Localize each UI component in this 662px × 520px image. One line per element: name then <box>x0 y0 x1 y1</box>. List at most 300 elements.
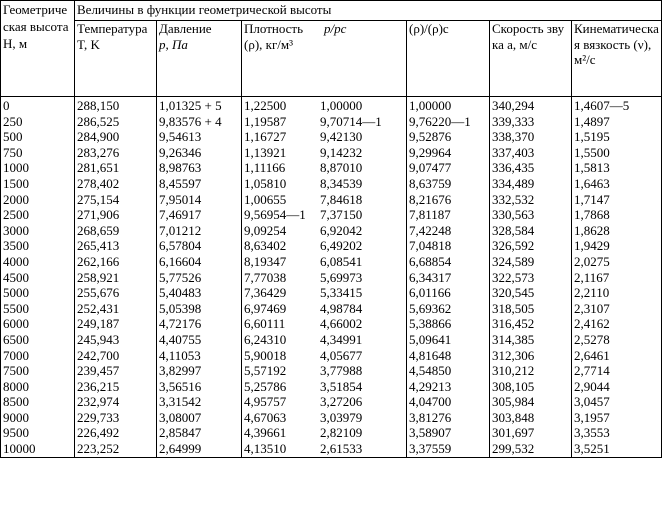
table-cell <box>75 332 157 348</box>
temperature-cell: 288,150 <box>77 98 120 113</box>
table-cell <box>157 254 242 270</box>
table-cell <box>407 425 490 441</box>
density-cell: 5,25786 <box>244 378 287 394</box>
table-cell <box>157 285 242 301</box>
rho-ratio-cell: 6,68854 <box>409 253 452 269</box>
table-row <box>1 160 662 176</box>
table-row <box>1 114 662 130</box>
table-cell <box>490 363 572 379</box>
sound-speed-cell: 340,294 <box>492 98 535 113</box>
table-cell <box>75 160 157 176</box>
density-cell: 6,24310 <box>244 331 287 347</box>
table-cell <box>242 97 407 114</box>
rho-ratio-cell: 4,04700 <box>409 394 452 410</box>
density-ratio-cell: 4,98784 <box>320 300 363 316</box>
height-cell: 7000 <box>3 347 29 363</box>
viscosity-cell: 1,6463 <box>574 175 610 191</box>
viscosity-cell: 1,9429 <box>574 238 610 254</box>
table-cell <box>242 145 407 161</box>
density-ratio-cell: 7,37150 <box>320 207 363 223</box>
table-cell <box>242 160 407 176</box>
rho-ratio-cell: 3,81276 <box>409 409 452 425</box>
table-cell <box>572 160 662 176</box>
pressure-cell: 3,08007 <box>159 409 202 425</box>
viscosity-cell: 1,8628 <box>574 222 610 238</box>
table-cell <box>157 425 242 441</box>
table-cell <box>490 114 572 130</box>
temperature-cell: 255,676 <box>77 285 120 301</box>
density-ratio-cell: 2,82109 <box>320 425 363 441</box>
table-cell <box>157 176 242 192</box>
table-cell <box>1 223 75 239</box>
table-cell <box>572 254 662 270</box>
density-cell: 4,13510 <box>244 441 287 457</box>
height-cell: 6500 <box>3 331 29 347</box>
table-cell <box>242 223 407 239</box>
table-cell <box>572 316 662 332</box>
table-cell <box>490 254 572 270</box>
table-cell <box>157 301 242 317</box>
table-cell <box>1 129 75 145</box>
table-cell <box>75 301 157 317</box>
temperature-header: Температура T, K <box>75 21 157 97</box>
temperature-cell: 223,252 <box>77 441 120 457</box>
table-cell <box>407 160 490 176</box>
table-row <box>1 192 662 208</box>
table-cell <box>1 160 75 176</box>
density-ratio-cell: 6,92042 <box>320 222 363 238</box>
pressure-cell: 4,11053 <box>159 347 201 363</box>
pressure-cell: 7,01212 <box>159 222 202 238</box>
pressure-cell: 9,54613 <box>159 129 202 145</box>
rho-ratio-cell: 7,04818 <box>409 238 452 254</box>
height-cell: 250 <box>3 113 23 129</box>
table-cell <box>407 129 490 145</box>
density-ratio-cell: 9,42130 <box>320 129 363 145</box>
table-cell <box>572 270 662 286</box>
sound-speed-cell: 322,573 <box>492 269 535 285</box>
temperature-cell: 249,187 <box>77 316 120 332</box>
temperature-cell: 275,154 <box>77 191 120 207</box>
sound-speed-cell: 320,545 <box>492 285 535 301</box>
density-cell: 5,57192 <box>244 363 287 379</box>
table-cell <box>407 114 490 130</box>
viscosity-cell: 1,7147 <box>574 191 610 207</box>
height-cell: 9000 <box>3 409 29 425</box>
sound-speed-cell: 326,592 <box>492 238 535 254</box>
table-cell <box>407 394 490 410</box>
table-cell <box>572 97 662 114</box>
viscosity-cell: 1,5500 <box>574 144 610 160</box>
table-row <box>1 316 662 332</box>
viscosity-cell: 1,5195 <box>574 129 610 145</box>
table-cell <box>242 129 407 145</box>
rho-ratio-cell: 4,54850 <box>409 363 452 379</box>
pressure-cell: 5,77526 <box>159 269 202 285</box>
table-cell <box>75 441 157 457</box>
rho-ratio-cell: 7,81187 <box>409 207 451 223</box>
table-cell <box>407 270 490 286</box>
temperature-cell: 242,700 <box>77 347 120 363</box>
temperature-cell: 245,943 <box>77 331 120 347</box>
table-cell <box>572 394 662 410</box>
sound-speed-cell: 338,370 <box>492 129 535 145</box>
table-cell <box>572 363 662 379</box>
table-cell <box>1 363 75 379</box>
density-ratio-cell: 3,77988 <box>320 363 363 379</box>
density-cell: 1,05810 <box>244 175 287 191</box>
table-cell <box>407 301 490 317</box>
table-cell <box>1 238 75 254</box>
pressure-cell: 8,98763 <box>159 160 202 176</box>
pressure-cell: 3,82997 <box>159 363 202 379</box>
table-cell <box>490 348 572 364</box>
table-cell <box>75 223 157 239</box>
density-ratio-cell: 6,49202 <box>320 238 363 254</box>
sound-speed-cell: 336,435 <box>492 160 535 176</box>
density-ratio-header: p/pc <box>324 21 347 36</box>
table-cell <box>157 129 242 145</box>
height-cell: 7500 <box>3 363 29 379</box>
table-cell <box>490 425 572 441</box>
density-ratio-cell: 4,66002 <box>320 316 363 332</box>
table-cell <box>407 145 490 161</box>
rho-ratio-cell: 9,52876 <box>409 129 452 145</box>
table-row <box>1 254 662 270</box>
density-cell: 7,36429 <box>244 285 287 301</box>
table-row <box>1 363 662 379</box>
density-cell: 6,60111 <box>244 316 286 332</box>
table-cell <box>157 238 242 254</box>
table-cell <box>157 363 242 379</box>
pressure-cell: 9,26346 <box>159 144 202 160</box>
density-ratio-cell: 3,51854 <box>320 378 363 394</box>
viscosity-cell: 2,2110 <box>574 285 610 301</box>
table-cell <box>1 207 75 223</box>
table-cell <box>75 285 157 301</box>
rho-ratio-cell: 7,42248 <box>409 222 452 238</box>
table-cell <box>572 238 662 254</box>
sound-speed-cell: 324,589 <box>492 253 535 269</box>
density-cell: 4,39661 <box>244 425 287 441</box>
temperature-cell: 281,651 <box>77 160 120 176</box>
pressure-cell: 5,05398 <box>159 300 202 316</box>
table-cell <box>242 441 407 457</box>
table-cell <box>407 379 490 395</box>
table-row <box>1 129 662 145</box>
table-row <box>1 394 662 410</box>
table-cell <box>157 207 242 223</box>
table-cell <box>572 285 662 301</box>
table-row <box>1 332 662 348</box>
height-cell: 3000 <box>3 222 29 238</box>
density-cell: 4,67063 <box>244 409 287 425</box>
viscosity-cell: 1,7868 <box>574 207 610 223</box>
table-cell <box>75 192 157 208</box>
density-cell: 6,97469 <box>244 300 287 316</box>
pressure-cell: 6,57804 <box>159 238 202 254</box>
table-row <box>1 348 662 364</box>
viscosity-cell: 3,5251 <box>574 441 610 457</box>
density-cell: 1,22500 <box>244 98 287 113</box>
table-cell <box>1 145 75 161</box>
height-cell: 500 <box>3 129 23 145</box>
table-cell <box>242 192 407 208</box>
temperature-cell: 268,659 <box>77 222 120 238</box>
temperature-cell: 286,525 <box>77 113 120 129</box>
table-cell <box>242 332 407 348</box>
table-cell <box>242 176 407 192</box>
sound-speed-cell: 312,306 <box>492 347 535 363</box>
table-cell <box>157 192 242 208</box>
table-cell <box>490 207 572 223</box>
height-cell: 750 <box>3 144 23 160</box>
viscosity-cell: 1,5813 <box>574 160 610 176</box>
table-cell <box>1 254 75 270</box>
viscosity-header: Кинематическая вязкость (ν), м²/с <box>572 21 662 97</box>
table-cell <box>1 394 75 410</box>
viscosity-cell: 3,0457 <box>574 394 610 410</box>
table-cell <box>572 145 662 161</box>
table-cell <box>490 145 572 161</box>
height-cell: 3500 <box>3 238 29 254</box>
rho-ratio-cell: 9,29964 <box>409 144 452 160</box>
table-cell <box>407 176 490 192</box>
viscosity-cell: 1,4607—5 <box>574 98 630 113</box>
table-cell <box>407 441 490 457</box>
table-cell <box>75 379 157 395</box>
sound-speed-cell: 334,489 <box>492 175 535 191</box>
density-header <box>242 21 407 97</box>
table-cell <box>75 97 157 114</box>
table-cell <box>75 254 157 270</box>
table-cell <box>572 223 662 239</box>
table-cell <box>1 176 75 192</box>
density-ratio-cell: 3,03979 <box>320 409 363 425</box>
height-cell: 5500 <box>3 300 29 316</box>
table-cell <box>407 207 490 223</box>
table-cell <box>572 114 662 130</box>
pressure-header <box>157 21 242 97</box>
group-title: Величины в функции геометрической высоты <box>75 1 662 21</box>
table-cell <box>242 410 407 426</box>
table-cell <box>490 332 572 348</box>
pressure-cell: 7,46917 <box>159 207 202 223</box>
table-row <box>1 285 662 301</box>
rho-ratio-cell: 3,37559 <box>409 441 452 457</box>
table-cell <box>75 394 157 410</box>
table-cell <box>407 348 490 364</box>
density-cell: 1,13921 <box>244 144 287 160</box>
table-cell <box>490 270 572 286</box>
table-cell <box>407 238 490 254</box>
table-cell <box>572 332 662 348</box>
height-cell: 4500 <box>3 269 29 285</box>
viscosity-cell: 3,1957 <box>574 409 610 425</box>
table-cell <box>242 114 407 130</box>
density-cell: 8,63402 <box>244 238 287 254</box>
table-cell <box>157 410 242 426</box>
pressure-cell: 4,40755 <box>159 331 202 347</box>
table-cell <box>490 160 572 176</box>
table-cell <box>572 410 662 426</box>
rho-ratio-cell: 5,09641 <box>409 331 452 347</box>
table-cell <box>242 207 407 223</box>
density-ratio-cell: 5,33415 <box>320 285 363 301</box>
temperature-cell: 265,413 <box>77 238 120 254</box>
viscosity-cell: 1,4897 <box>574 113 610 129</box>
viscosity-cell: 2,9044 <box>574 378 610 394</box>
table-cell <box>572 425 662 441</box>
density-ratio-cell: 2,61533 <box>320 441 363 457</box>
table-cell <box>1 285 75 301</box>
table-cell <box>1 270 75 286</box>
table-cell <box>75 129 157 145</box>
table-row <box>1 410 662 426</box>
pressure-cell: 2,85847 <box>159 425 202 441</box>
rho-ratio-cell: 6,01166 <box>409 285 451 301</box>
table-cell <box>407 192 490 208</box>
rho-ratio-cell: 5,69362 <box>409 300 452 316</box>
density-ratio-cell: 1,00000 <box>320 98 363 113</box>
table-cell <box>242 348 407 364</box>
table-row <box>1 223 662 239</box>
temperature-cell: 232,974 <box>77 394 120 410</box>
rho-ratio-cell: 4,81648 <box>409 347 452 363</box>
table-cell <box>1 332 75 348</box>
sound-speed-cell: 316,452 <box>492 316 535 332</box>
table-row <box>1 301 662 317</box>
table-cell <box>490 379 572 395</box>
sound-speed-header: Скорость звука a, м/с <box>490 21 572 97</box>
table-cell <box>490 285 572 301</box>
sound-speed-cell: 328,584 <box>492 222 535 238</box>
table-cell <box>157 97 242 114</box>
table-cell <box>157 160 242 176</box>
table-cell <box>572 207 662 223</box>
table-cell <box>242 254 407 270</box>
height-cell: 5000 <box>3 285 29 301</box>
table-cell <box>490 97 572 114</box>
viscosity-cell: 2,0275 <box>574 253 610 269</box>
viscosity-cell: 2,5278 <box>574 331 610 347</box>
density-cell: 4,95757 <box>244 394 287 410</box>
table-row <box>1 97 662 114</box>
pressure-cell: 2,64999 <box>159 441 202 457</box>
rho-ratio-cell: 9,76220—1 <box>409 113 471 129</box>
table-cell <box>242 238 407 254</box>
table-cell <box>572 129 662 145</box>
pressure-cell: 4,72176 <box>159 316 202 332</box>
sound-speed-cell: 318,505 <box>492 300 535 316</box>
table-cell <box>407 285 490 301</box>
height-cell: 8500 <box>3 394 29 410</box>
density-ratio-cell: 9,70714—1 <box>320 113 382 129</box>
density-ratio-cell: 4,05677 <box>320 347 363 363</box>
viscosity-cell: 2,6461 <box>574 347 610 363</box>
height-cell: 2000 <box>3 191 29 207</box>
table-cell <box>572 379 662 395</box>
sound-speed-cell: 339,333 <box>492 113 535 129</box>
table-cell <box>1 410 75 426</box>
density-ratio-cell: 8,34539 <box>320 175 363 191</box>
height-cell: 9500 <box>3 425 29 441</box>
viscosity-cell: 2,3107 <box>574 300 610 316</box>
table-cell <box>242 394 407 410</box>
table-cell <box>407 410 490 426</box>
table-cell <box>75 425 157 441</box>
table-cell <box>75 348 157 364</box>
table-cell <box>1 316 75 332</box>
sound-speed-cell: 303,848 <box>492 409 535 425</box>
rho-ratio-header: (ρ)/(ρ)c <box>407 21 490 97</box>
temperature-cell: 262,166 <box>77 253 120 269</box>
table-cell <box>1 348 75 364</box>
table-cell <box>157 223 242 239</box>
table-cell <box>407 254 490 270</box>
table-cell <box>572 441 662 457</box>
table-cell <box>157 332 242 348</box>
table-cell <box>1 379 75 395</box>
sound-speed-cell: 310,212 <box>492 363 535 379</box>
table-cell <box>490 238 572 254</box>
pressure-cell: 1,01325 + 5 <box>159 98 222 113</box>
table-cell <box>1 441 75 457</box>
sound-speed-cell: 330,563 <box>492 207 535 223</box>
density-ratio-cell: 7,84618 <box>320 191 363 207</box>
sound-speed-cell: 308,105 <box>492 378 535 394</box>
temperature-cell: 271,906 <box>77 207 120 223</box>
density-cell: 1,00655 <box>244 191 287 207</box>
height-cell: 10000 <box>3 441 36 457</box>
table-cell <box>75 270 157 286</box>
table-cell <box>75 410 157 426</box>
temperature-cell: 229,733 <box>77 409 120 425</box>
table-cell <box>75 176 157 192</box>
viscosity-cell: 2,4162 <box>574 316 610 332</box>
table-cell <box>242 363 407 379</box>
temperature-cell: 226,492 <box>77 425 120 441</box>
table-cell <box>490 223 572 239</box>
pressure-cell: 5,40483 <box>159 285 202 301</box>
temperature-cell: 239,457 <box>77 363 120 379</box>
table-cell <box>75 316 157 332</box>
table-cell <box>242 379 407 395</box>
table-row <box>1 425 662 441</box>
density-ratio-cell: 9,14232 <box>320 144 363 160</box>
table-row <box>1 379 662 395</box>
table-cell <box>75 114 157 130</box>
table-cell <box>572 176 662 192</box>
table-cell <box>490 301 572 317</box>
rho-ratio-cell: 1,00000 <box>409 98 452 113</box>
temperature-cell: 252,431 <box>77 300 120 316</box>
pressure-cell: 8,45597 <box>159 175 202 191</box>
table-cell <box>157 394 242 410</box>
table-row <box>1 176 662 192</box>
table-cell <box>157 270 242 286</box>
table-cell <box>407 223 490 239</box>
density-cell: 1,19587 <box>244 113 287 129</box>
table-cell <box>572 301 662 317</box>
rho-ratio-cell: 3,58907 <box>409 425 452 441</box>
table-cell <box>490 394 572 410</box>
table-cell <box>157 379 242 395</box>
table-cell <box>407 332 490 348</box>
pressure-cell: 6,16604 <box>159 253 202 269</box>
density-cell: 8,19347 <box>244 253 287 269</box>
table-row <box>1 207 662 223</box>
